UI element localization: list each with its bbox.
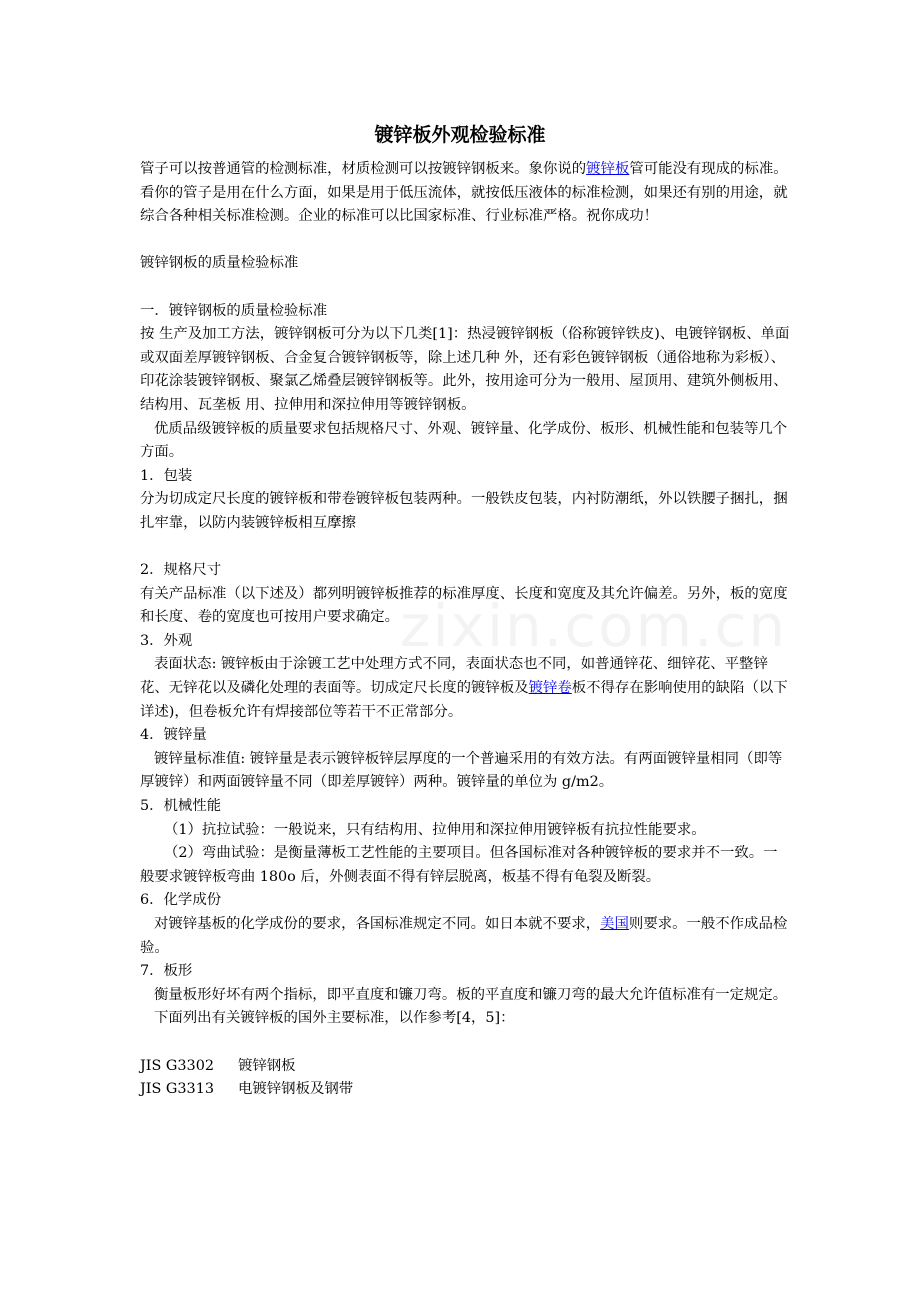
tensile-test: （1）抗拉试验：一般说来，只有结构用、拉伸用和深拉伸用镀锌板有抗拉性能要求。 [164, 821, 706, 838]
part1-body: 按 生产及加工方法，镀锌钢板可分为以下几类[1]：热浸镀锌钢板（俗称镀锌铁皮)、电镀锌钢板、单面或双面差厚镀锌钢板、合金复合镀锌钢板等，除上述几种 外，还有彩色镀锌钢板（通俗地称为彩板）、印花涂装镀锌钢板、聚氯乙烯叠层镀锌钢板等。此外，按用途可分为一般用、屋顶用、建筑外侧板用、结构用、瓦垄板 用、拉伸用和深拉伸用等镀锌钢板。 [140, 326, 790, 413]
intro-paragraph-2: 看你的管子是用在什么方面，如果是用于低压流体，就按低压液体的标准检测，如果还有别的用途，就综合各种相关标准检测。企业的标准可以比国家标准、行业标准严格。祝你成功！ [140, 184, 788, 225]
intro-paragraph-1 [140, 158, 790, 182]
usa-link[interactable]: 美国 [600, 916, 629, 932]
appearance-body [140, 653, 790, 724]
intro-text-after: 管可能没有现成的标准。 [629, 161, 788, 177]
spacer [140, 1031, 790, 1055]
appearance-text-after: 板不得存在影响使用的缺陷（以下详述)，但卷板允许有焊接部位等若干不正常部分。 [140, 680, 788, 720]
chemistry-text-after: 则要求。一般不作成品检验。 [140, 916, 788, 956]
section-heading: 镀锌钢板的质量检验标准 [140, 255, 299, 272]
chemistry-body [140, 913, 790, 960]
appearance-heading: 3．外观 [140, 632, 193, 649]
galvanized-coil-link[interactable]: 镀锌卷 [528, 680, 572, 697]
chemistry-heading: 6．化学成份 [140, 892, 222, 909]
packaging-body: 分为切成定尺长度的镀锌板和带卷镀锌板包装两种。一般铁皮包装，内衬防潮纸，外以铁腰子捆扎，捆扎牢靠，以防内装镀锌板相互摩擦 [140, 491, 788, 531]
standard-code: JIS G3313 [140, 1081, 215, 1098]
standard-row [140, 1055, 790, 1079]
coating-body: 镀锌量标准值: 镀锌量是表示镀锌板锌层厚度的一个普遍采用的有效方法。有两面镀锌量相同（即等厚镀锌）和两面镀锌量不同（即差厚镀锌）两种。镀锌量的单位为 g/m2。 [140, 750, 783, 791]
quality-requirements: 优质品级镀锌板的质量要求包括规格尺寸、外观、镀锌量、化学成份、板形、机械性能和包装等几个方面。 [140, 420, 788, 461]
standard-name: 镀锌钢板 [238, 1057, 296, 1074]
spacer [140, 276, 790, 300]
galvanized-sheet-link[interactable]: 镀锌板 [586, 161, 630, 177]
coating-heading: 4．镀锌量 [140, 727, 207, 744]
shape-body: 衡量板形好坏有两个指标，即平直度和镰刀弯。板的平直度和镰刀弯的最大允许值标准有一定规定。 [154, 986, 788, 1003]
size-heading: 2．规格尺寸 [140, 562, 222, 579]
standard-row [140, 1078, 790, 1102]
spacer [140, 229, 790, 253]
bend-test: （2）弯曲试验：是衡量薄板工艺性能的主要项目。但各国标准对各种镀锌板的要求并不一致。一般要求镀锌板弯曲 180o 后，外侧表面不得有锌层脱离，板基不得有龟裂及断裂。 [140, 845, 778, 885]
document-body [140, 158, 790, 1102]
shape-heading: 7．板形 [140, 963, 193, 980]
spacer [140, 536, 790, 560]
packaging-heading: 1．包装 [140, 467, 193, 484]
size-body: 有关产品标准（以下述及）都列明镀锌板推荐的标准厚度、长度和宽度及其允许偏差。另外，板的宽度和长度、卷的宽度也可按用户要求确定。 [140, 585, 788, 626]
part1-heading: 一．镀锌钢板的质量检验标准 [140, 302, 328, 319]
mechanical-heading: 5．机械性能 [140, 798, 222, 815]
standard-name: 电镀锌钢板及钢带 [238, 1081, 354, 1098]
document-title: 镀锌板外观检验标准 [374, 124, 546, 146]
standard-code: JIS G3302 [140, 1057, 215, 1074]
chemistry-text-before: 对镀锌基板的化学成份的要求，各国标准规定不同。如日本就不要求， [154, 916, 601, 932]
references-intro: 下面列出有关镀锌板的国外主要标准，以作参考[4，5]： [154, 1010, 515, 1027]
intro-text-before: 管子可以按普通管的检测标准，材质检测可以按镀锌钢板来。象你说的 [140, 161, 587, 177]
appearance-text-before: 表面状态: 镀锌板由于涂镀工艺中处理方式不同，表面状态也不同，如普通锌花、细锌花、平整锌花、无锌花以及磷化处理的表面等。切成定尺长度的镀锌板及 [140, 656, 768, 697]
